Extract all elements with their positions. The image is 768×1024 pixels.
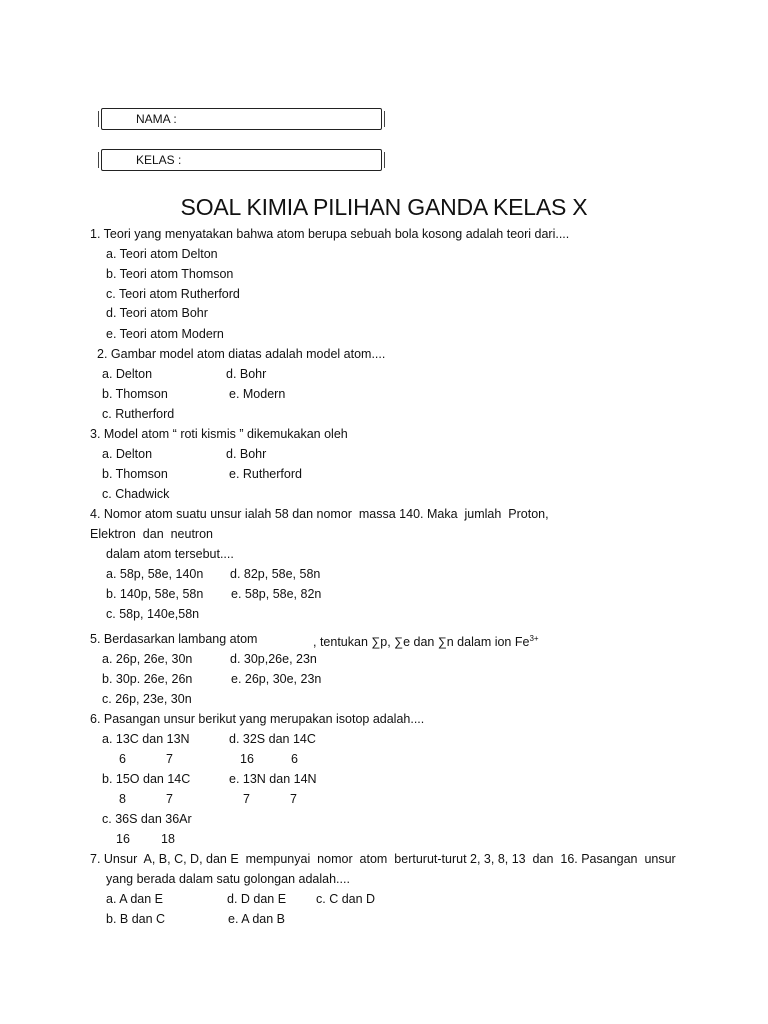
question-6-option-e-subscript-2: 7 (290, 792, 297, 806)
question-7-option-c: c. C dan D (316, 892, 376, 906)
question-7-option-a: a. A dan E (106, 892, 163, 906)
question-6-option-d: d. 32S dan 14C (229, 732, 316, 746)
question-1-option-e: e. Teori atom Modern (106, 327, 224, 341)
question-6-stem: 6. Pasangan unsur berikut yang merupakan isotop adalah.... (90, 712, 425, 726)
question-2-stem: 2. Gambar model atom diatas adalah model atom.... (97, 347, 386, 361)
question-6-option-c-subscript-1: 16 (116, 832, 130, 846)
question-6-option-b-subscript-1: 8 (119, 792, 126, 806)
class-label: KELAS : (136, 153, 182, 167)
question-3-option-e: e. Rutherford (229, 467, 302, 481)
question-7-stem-line-2: yang berada dalam satu golongan adalah.... (106, 872, 350, 886)
question-5-stem-left: 5. Berdasarkan lambang atom (90, 632, 258, 646)
page-title: SOAL KIMIA PILIHAN GANDA KELAS X (180, 194, 588, 220)
name-label: NAMA : (136, 112, 177, 126)
question-5-option-a: a. 26p, 26e, 30n (102, 652, 193, 666)
name-field (101, 108, 382, 130)
question-4-stem-line-2: Elektron dan neutron (90, 527, 213, 541)
question-2-option-c: c. Rutherford (102, 407, 175, 421)
question-3-option-b: b. Thomson (102, 467, 168, 481)
question-6-option-d-subscript-2: 6 (291, 752, 298, 766)
question-1-stem: 1. Teori yang menyatakan bahwa atom berupa sebuah bola kosong adalah teori dari.... (90, 227, 570, 241)
question-5-stem-right (313, 631, 539, 650)
question-7-option-d: d. D dan E (227, 892, 287, 906)
question-4-stem-line-1: 4. Nomor atom suatu unsur ialah 58 dan nomor massa 140. Maka jumlah Proton, (90, 507, 549, 521)
question-5-stem-text: , tentukan ∑p, ∑e dan ∑n dalam ion Fe (313, 635, 530, 649)
question-5-option-d: d. 30p,26e, 23n (230, 652, 317, 666)
question-4-option-d: d. 82p, 58e, 58n (230, 567, 321, 581)
question-2-option-e: e. Modern (229, 387, 286, 401)
question-6-option-a-subscript-2: 7 (166, 752, 173, 766)
question-6-option-c-subscript-2: 18 (161, 832, 175, 846)
question-1-option-b: b. Teori atom Thomson (106, 267, 234, 281)
question-4-stem-line-3: dalam atom tersebut.... (106, 547, 234, 561)
question-6-option-b: b. 15O dan 14C (102, 772, 191, 786)
question-5-option-c: c. 26p, 23e, 30n (102, 692, 192, 706)
question-1-option-d: d. Teori atom Bohr (106, 306, 208, 320)
question-3-option-a: a. Delton (102, 447, 153, 461)
question-4-option-c: c. 58p, 140e,58n (106, 607, 200, 621)
question-4-option-a: a. 58p, 58e, 140n (106, 567, 204, 581)
question-7-option-b: b. B dan C (106, 912, 166, 926)
ion-charge-superscript: 3+ (529, 634, 539, 643)
question-1-option-c: c. Teori atom Rutherford (106, 287, 240, 301)
question-2-option-d: d. Bohr (226, 367, 267, 381)
question-5-option-b: b. 30p. 26e, 26n (102, 672, 193, 686)
question-6-option-a-subscript-1: 6 (119, 752, 126, 766)
question-6-option-e: e. 13N dan 14N (229, 772, 317, 786)
question-6-option-a: a. 13C dan 13N (102, 732, 190, 746)
question-3-option-c: c. Chadwick (102, 487, 170, 501)
question-3-stem: 3. Model atom “ roti kismis ” dikemukakan oleh (90, 427, 348, 441)
question-6-option-c: c. 36S dan 36Ar (102, 812, 192, 826)
question-7-option-e: e. A dan B (228, 912, 285, 926)
class-field (101, 149, 382, 171)
question-1-option-a: a. Teori atom Delton (106, 247, 218, 261)
question-2-option-b: b. Thomson (102, 387, 168, 401)
question-3-option-d: d. Bohr (226, 447, 267, 461)
question-4-option-e: e. 58p, 58e, 82n (231, 587, 322, 601)
question-7-stem-line-1: 7. Unsur A, B, C, D, dan E mempunyai nomor atom berturut-turut 2, 3, 8, 13 dan 16. Pasangan unsur (90, 852, 676, 866)
question-6-option-b-subscript-2: 7 (166, 792, 173, 806)
question-4-option-b: b. 140p, 58e, 58n (106, 587, 204, 601)
question-5-option-e: e. 26p, 30e, 23n (231, 672, 322, 686)
question-6-option-e-subscript-1: 7 (243, 792, 250, 806)
question-2-option-a: a. Delton (102, 367, 153, 381)
question-6-option-d-subscript-1: 16 (240, 752, 254, 766)
